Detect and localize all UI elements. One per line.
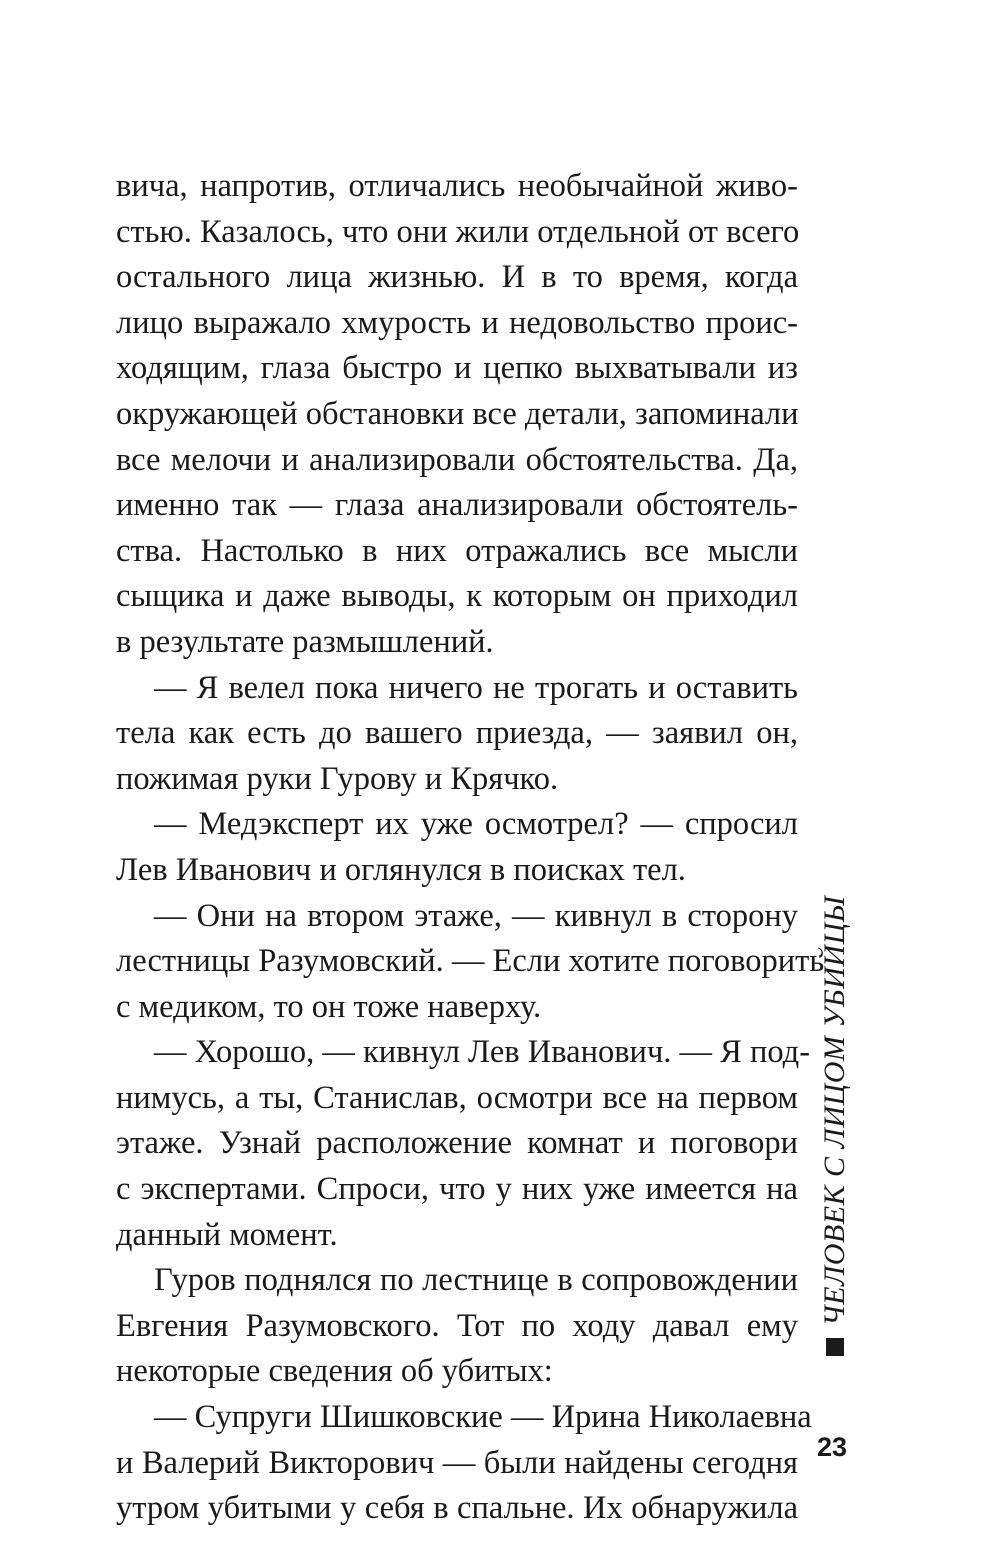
text-line: тела как есть до вашего приезда, — заявил он,	[116, 715, 798, 752]
text-line: все мелочи и анализировали обстоятельства. Да,	[116, 441, 798, 478]
text-line: Гуров поднялся по лестнице в сопровождении	[154, 1262, 798, 1299]
page-number: 23	[816, 1432, 848, 1462]
text-line: нимусь, а ты, Станислав, осмотри все на первом	[116, 1079, 798, 1116]
text-line: лицо выражало хмурость и недовольство проис-	[116, 304, 798, 341]
running-head-title: ЧЕЛОВЕК С ЛИЦОМ УБИЙЦЫ	[818, 895, 851, 1326]
text-line: этаже. Узнай расположение комнат и поговори	[116, 1125, 798, 1162]
text-line: сыщика и даже выводы, к которым он приходил	[116, 578, 798, 615]
text-line: с экспертами. Спроси, что у них уже имеется на	[116, 1171, 798, 1208]
text-line: и Валерий Викторович — были найдены сегодня	[116, 1444, 798, 1481]
text-line: ходящим, глаза быстро и цепко выхватывали из	[116, 350, 798, 387]
text-line: в результате размышлений.	[116, 623, 494, 660]
text-line: — Они на втором этаже, — кивнул в сторону	[154, 897, 798, 934]
text-line: остального лица жизнью. И в то время, когда	[116, 259, 798, 296]
text-line: стью. Казалось, что они жили отдельной от всего	[116, 213, 800, 250]
text-line: утром убитыми у себя в спальне. Их обнаружила	[116, 1490, 798, 1527]
square-bullet-icon	[826, 1338, 844, 1356]
text-line: именно так — глаза анализировали обстоятель-	[116, 487, 798, 524]
text-line: Лев Иванович и оглянулся в поисках тел.	[116, 851, 686, 888]
text-line: — Хорошо, — кивнул Лев Иванович. — Я под-	[154, 1034, 811, 1071]
text-line: лестницы Разумовский. — Если хотите поговорить	[116, 943, 825, 980]
text-line: некоторые сведения об убитых:	[116, 1353, 553, 1390]
text-line: окружающей обстановки все детали, запоминали	[116, 395, 799, 432]
text-line: — Супруги Шишковские — Ирина Николаевна	[154, 1399, 812, 1436]
running-head	[818, 895, 866, 1404]
text-line: с медиком, то он тоже наверху.	[116, 988, 542, 1025]
text-line: ства. Настолько в них отражались все мысли	[116, 532, 798, 569]
text-line: — Медэксперт их уже осмотрел? — спросил	[154, 806, 798, 843]
body-text	[116, 164, 825, 1532]
text-line: — Я велел пока ничего не трогать и оставить	[154, 669, 798, 706]
text-line: пожимая руки Гурову и Крячко.	[116, 760, 559, 797]
text-line: данный момент.	[116, 1216, 338, 1253]
running-head-text	[818, 896, 852, 1356]
text-line: Евгения Разумовского. Тот по ходу давал ему	[116, 1307, 798, 1344]
text-line: вича, напротив, отличались необычайной живо-	[116, 168, 798, 204]
